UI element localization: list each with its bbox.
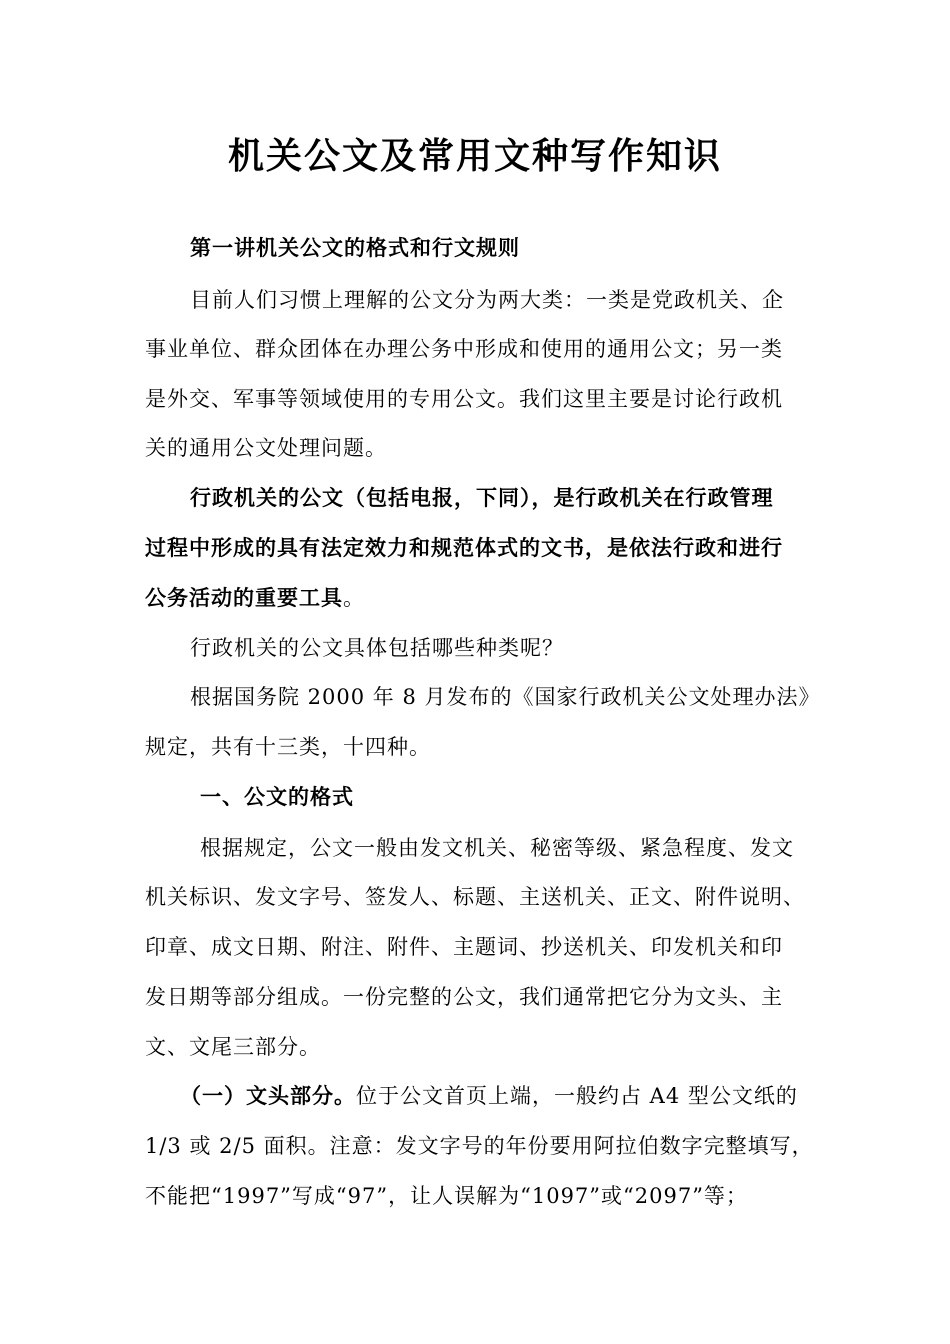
paragraph-line: 是外交、军事等领域使用的专用公文。我们这里主要是讨论行政机 [145,387,783,411]
bold-paragraph-line [145,588,365,609]
paragraph-line: 机关标识、发文字号、签发人、标题、主送机关、正文、附件说明、 [145,885,805,909]
paragraph-line: 行政机关的公文具体包括哪些种类呢？ [190,636,564,660]
paragraph-line: 不能把“1997”写成“97”，让人误解为“1097”或“2097”等； [145,1184,748,1208]
section-heading: 第一讲机关公文的格式和行文规则 [190,236,520,260]
paragraph-line [180,1086,798,1107]
paragraph-line: 规定，共有十三类，十四种。 [145,735,431,759]
period: 。 [343,586,365,610]
subheading: 一、公文的格式 [200,785,354,809]
document-title: 机关公文及常用文种写作知识 [227,135,722,177]
paragraph-line: 发日期等部分组成。一份完整的公文，我们通常把它分为文头、主 [145,985,783,1009]
paragraph-line: 关的通用公文处理问题。 [145,436,387,460]
bold-text: 公务活动的重要工具 [145,586,343,610]
bold-lead: （一）文头部分。 [180,1084,356,1108]
paragraph-line: 1/3 或 2/5 面积。注意：发文字号的年份要用阿拉伯数字完整填写， [145,1134,814,1158]
paragraph-line: 印章、成文日期、附注、附件、主题词、抄送机关、印发机关和印 [145,935,783,959]
bold-paragraph-line: 过程中形成的具有法定效力和规范体式的文书，是依法行政和进行 [145,536,783,560]
paragraph-line: 根据规定，公文一般由发文机关、秘密等级、紧急程度、发文 [200,836,794,860]
paragraph-line: 根据国务院 2000 年 8 月发布的《国家行政机关公文处理办法》 [190,685,821,709]
bold-paragraph-line: 行政机关的公文（包括电报，下同），是行政机关在行政管理 [190,486,774,510]
paragraph-text: 位于公文首页上端，一般约占 A4 型公文纸的 [356,1084,798,1108]
paragraph-line: 事业单位、群众团体在办理公务中形成和使用的通用公文；另一类 [145,337,783,361]
paragraph-line: 目前人们习惯上理解的公文分为两大类：一类是党政机关、企 [190,288,784,312]
paragraph-line: 文、文尾三部分。 [145,1035,321,1059]
